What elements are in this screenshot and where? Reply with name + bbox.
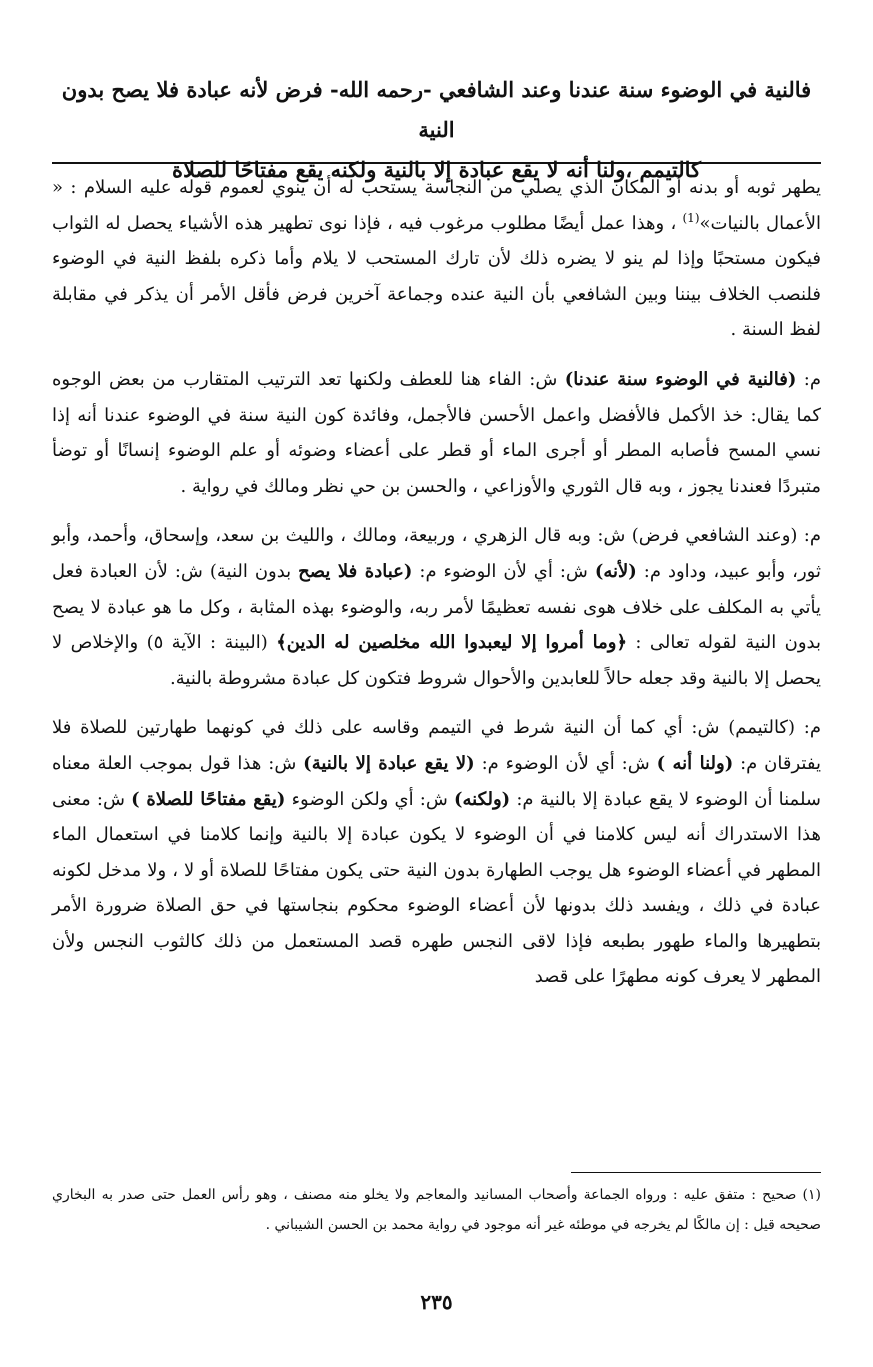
paragraph-2-text: ش: الفاء هنا للعطف ولكنها تعد الترتيب المتقارب من بعض الوجوه كما يقال: خذ الأكمل فالأفضل واعمل الأحسن فالأجمل، وفائدة كون النية سنة في الوضوء عندنا أنه إذا نسي المسح فأصابه المطر أو أجرى الماء أو قطر على أعضاء وضوئه أو علم الوضوء إنسانًا أو توضأ متبردًا فعندنا يجوز ، وبه قال الثوري والأوزاعي ، والحسن بن حي نظر ومالك في رواية . — [52, 368, 821, 497]
footnote-reference: (1) — [682, 210, 700, 225]
paragraph-4-part-i: ش: معنى هذا الاستدراك أنه ليس كلامنا في أن الوضوء لا يكون عبادة إلا بالنية وإنما كلامنا في استعمال الماء المطهر في أعضاء الوضوء هل يوجب الطهارة بدون النية حتى يكون مفتاحًا للصلاة أو لا ، ولا مدخل لكونه عبادة في ذلك ، ويفسد ذلك بدونها لأن أعضاء الوضوء محكوم بنجاستها في حق الصلاة ضرورة الأمر بتطهيرها والماء طهور بطبعه فإذا لاقى النجس طهره قصد المستعمل من ذلك كالثوب النجس ولأن المطهر لا يعرف كونه مطهرًا على قصد — [52, 788, 821, 988]
paragraph-2 — [52, 362, 821, 504]
paragraph-4-part-g: ش: أي ولكن الوضوء — [291, 788, 448, 810]
paragraph-3-part-a: م: (وعند الشافعي فرض) ش: وبه قال الزهري ، وربيعة، ومالك ، والليث بن سعد، وإسحاق، وأحمد، وأبو ثور، وأبو عبيد، وداود م: — [52, 525, 821, 582]
paragraph-3 — [52, 518, 821, 696]
paragraph-3-quote-2: (عبادة فلا يصح — [298, 560, 413, 582]
footnote-separator — [571, 1172, 821, 1173]
paragraph-4-quote-3: (ولكنه) — [453, 788, 511, 810]
paragraph-4-quote-1: (ولنا أنه ) — [656, 752, 734, 774]
paragraph-1-part-b: ، وهذا عمل أيضًا مطلوب مرغوب فيه ، فإذا نوى تطهير هذه الأشياء يحصل له الثواب فيكون مستحبًا وإذا لم ينو لا يضره ذلك لأن تارك المستحب لا يلام وأما ذكره بلفظ النية في الوضوء فلنصب الخلاف بيننا وبين الشافعي بأن النية عنده وجماعة آخرين فرض فأقل الأمر أن يذكر في مقابلة لفظ السنة . — [52, 212, 822, 341]
footnote — [52, 1180, 821, 1240]
paragraph-4-part-e: ش: هذا قول بموجب العلة معناه سلمنا أن الوضوء لا يقع عبادة إلا بالنية م: — [52, 752, 821, 810]
paragraph-1 — [52, 170, 821, 348]
paragraph-3-part-c: ش: أي لأن الوضوء م: — [419, 560, 588, 582]
paragraph-1-part-a: يطهر ثوبه أو بدنه أو المكان الذي يصلي من النجاسة يستحب له أن ينوي لعموم قوله عليه السلام : « الأعمال بالنيات» — [52, 177, 821, 234]
paragraph-4-quote-4: (يقع مفتاحًا للصلاة ) — [131, 788, 286, 810]
page-number: ٢٣٥ — [420, 1290, 453, 1314]
matn-line-2: كالتيمم ،ولنا أنه لا يقع عبادة إلا بالنية ولكنه يقع مفتاحًا للصلاة — [171, 157, 702, 182]
paragraph-4-part-c: ش: أي لأن الوضوء م: — [481, 752, 650, 774]
paragraph-3-part-e: بدون النية) ش: لأن العبادة فعل يأتي به المكلف على خلاف هوى نفسه تعظيمًا لأمر ربه، والوضوء بهذه المثابة ، وكل ما هو عبادة لا يصح بدون النية لقوله تعالى : — [52, 560, 821, 654]
header-separator — [52, 162, 821, 164]
paragraph-3-quote-1: (لأنه) — [594, 560, 637, 582]
matn-line-1: فالنية في الوضوء سنة عندنا وعند الشافعي -رحمه الله- فرض لأنه عبادة فلا يصح بدون النية — [61, 77, 812, 142]
paragraph-2-marker: م: — [803, 368, 821, 390]
paragraph-4-quote-2: (لا يقع عبادة إلا بالنية) — [303, 752, 475, 774]
commentary-body — [52, 170, 821, 995]
paragraph-4 — [52, 710, 821, 995]
quran-verse: ﴿وما أمروا إلا ليعبدوا الله مخلصين له الدين﴾ — [276, 632, 628, 654]
paragraph-2-quote: (فالنية في الوضوء سنة عندنا) — [564, 368, 797, 390]
paragraph-4-part-a: م: (كالتيمم) ش: أي كما أن النية شرط في التيمم وقاسه على ذلك في كونهما طهارتين للصلاة فلا يفترقان م: — [52, 717, 821, 774]
footnote-text: (١) صحيح : متفق عليه : ورواه الجماعة وأصحاب المسانيد والمعاجم ولا يخلو منه مصنف ، وهو رأس العمل حتى صدر به البخاري صحيحه قيل : إن مالكًا لم يخرجه في موطئه غير أنه موجود في رواية محمد بن الحسن الشيباني . — [52, 1187, 821, 1233]
paragraph-3-part-g: (البينة : الآية ٥) والإخلاص لا يحصل إلا بالنية وقد جعله حالاً للعابدين والأحوال شروط فتكون كل عبادة مشروطة بالنية. — [52, 632, 821, 689]
